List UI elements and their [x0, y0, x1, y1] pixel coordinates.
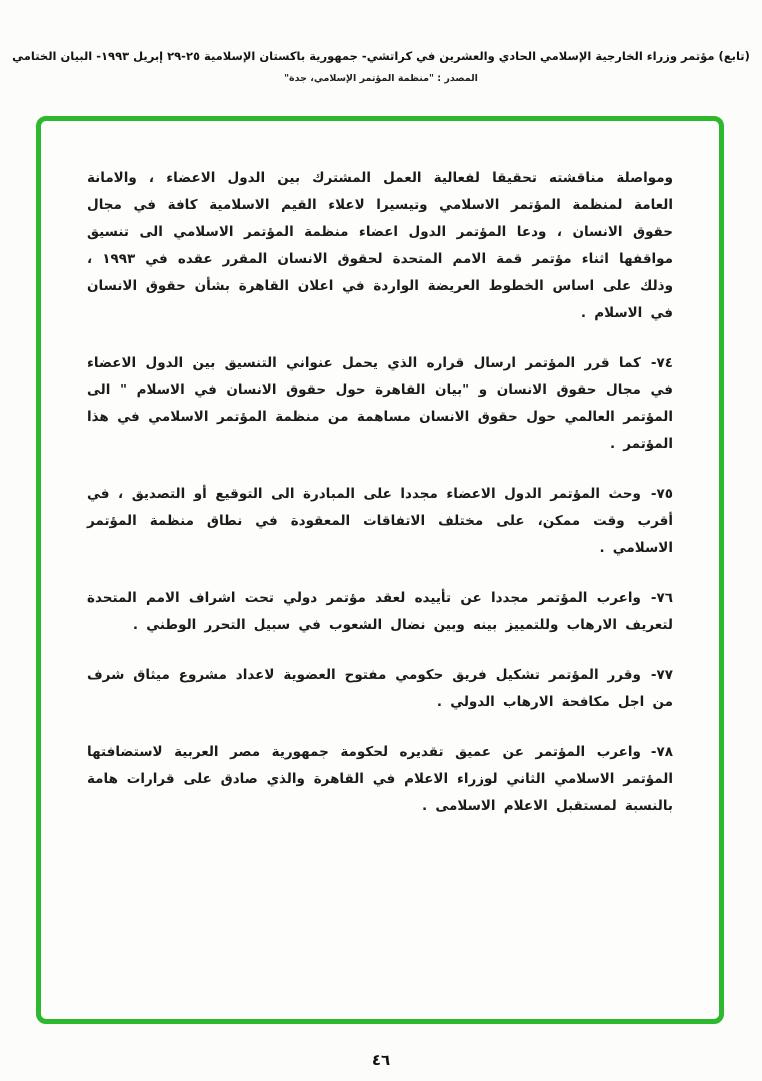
paragraph-text: ومواصلة مناقشته تحقيقا لفعالية العمل المشترك بين الدول الاعضاء ، والامانة العامة لمنظمة المؤتمر الاسلامي وتيسيرا لاعلاء القيم الاسلامية كافة في مجال حقوق الانسان ، ودعا المؤتمر الدول اعضاء منظمة المؤتمر الاسلامي الى تنسيق مواقفها اثناء مؤتمر قمة الامم المتحدة لحقوق الانسان المقرر عقده في ١٩٩٣ ، وذلك على اساس الخطوط العريضة الواردة في اعلان القاهرة بشأن حقوق الانسان في الاسلام .	[87, 170, 673, 321]
page-footer	[0, 1050, 762, 1069]
paragraph-number: ٧٤-	[650, 355, 673, 371]
document-header	[0, 48, 762, 84]
paragraph-number: ٧٨-	[650, 744, 673, 760]
paragraph-text: وقرر المؤتمر تشكيل فريق حكومي مفتوح العضوية لاعداد مشروع ميثاق شرف من اجل مكافحة الارهاب الدولي .	[87, 667, 673, 710]
paragraph	[87, 165, 673, 327]
paragraph	[87, 739, 673, 820]
paragraph-number: ٧٦-	[650, 590, 673, 606]
paragraph-text: وحث المؤتمر الدول الاعضاء مجددا على المبادرة الى التوقيع أو التصديق ، في أقرب وقت ممكن، على مختلف الاتفاقات المعقودة في نطاق منظمة المؤتمر الاسلامي .	[87, 486, 673, 556]
paragraph	[87, 350, 673, 458]
paragraph	[87, 662, 673, 716]
paragraph-text: واعرب المؤتمر عن عميق تقديره لحكومة جمهورية مصر العربية لاستضافتها المؤتمر الاسلامي الثاني لوزراء الاعلام في القاهرة والذي صادق على قرارات هامة بالنسبة لمستقبل الاعلام الاسلامى .	[87, 744, 673, 814]
paragraph-number: ٧٧-	[650, 667, 673, 683]
paragraph-number: ٧٥-	[650, 486, 673, 502]
page-number: ٤٦	[371, 1051, 391, 1069]
paragraph	[87, 481, 673, 562]
paragraph-text: واعرب المؤتمر مجددا عن تأييده لعقد مؤتمر دولي تحت اشراف الامم المتحدة لتعريف الارهاب وللتمييز بينه وبين نضال الشعوب في سبيل التحرر الوطني .	[87, 590, 673, 633]
paragraph	[87, 585, 673, 639]
document-source: المصدر : "منظمة المؤتمر الإسلامي، جدة"	[284, 73, 478, 84]
body-text	[41, 121, 719, 820]
document-title: (تابع) مؤتمر وزراء الخارجية الإسلامي الحادي والعشرين في كراتشي- جمهورية باكستان الإسلامية ٢٥-٢٩ إبريل ١٩٩٣- البيان الختامي	[12, 49, 750, 63]
content-frame	[36, 116, 724, 1024]
paragraph-text: كما قرر المؤتمر ارسال قراره الذي يحمل عنواني التنسيق بين الدول الاعضاء في مجال حقوق الانسان و "بيان القاهرة حول حقوق الانسان في الاسلام " الى المؤتمر العالمي حول حقوق الانسان مساهمة من منظمة المؤتمر الاسلامي في هذا المؤتمر .	[87, 355, 673, 452]
